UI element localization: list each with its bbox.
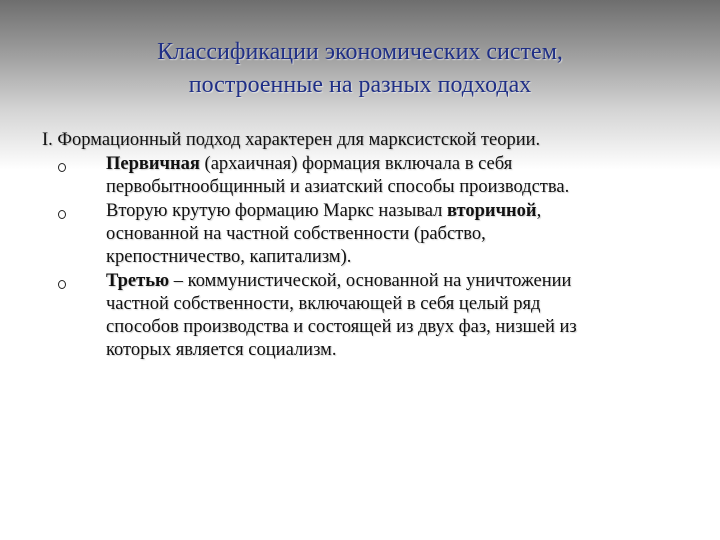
item-text: способов производства и состоящей из двух фаз, низшей из (106, 317, 577, 337)
item-text: Вторую крутую формацию Маркс называл (106, 201, 448, 221)
item-text: (архаичная) формация включала в себя (199, 154, 513, 174)
intro-text: I. Формационный подход характерен для марксистской теории. (42, 130, 541, 150)
list-item (42, 153, 682, 199)
item-text: – коммунистической, основанной на уничтожении (169, 271, 572, 291)
slide-body (42, 129, 682, 362)
item-text: первобытнообщинный и азиатский способы производства. (106, 177, 570, 197)
circle-bullet-icon (58, 280, 66, 289)
list-item (42, 270, 682, 362)
list-item (42, 200, 682, 269)
item-text: основанной на частной собственности (рабство, (106, 224, 486, 244)
slide-title-line-2: построенные на разных подходах (188, 72, 532, 98)
item-text: , (536, 201, 542, 221)
circle-bullet-icon (58, 163, 66, 172)
item-text: которых является социализм. (106, 340, 337, 360)
back-link[interactable]: Назад (594, 451, 630, 466)
slide-title (0, 36, 720, 102)
slide-title-line-1: Классификации экономических систем, (157, 39, 563, 65)
item-text: частной собственности, включающей в себя целый ряд (106, 294, 541, 314)
bullet-list (42, 153, 682, 362)
item-bold-term: Третью (106, 271, 170, 291)
item-bold-term: вторичной (447, 201, 537, 221)
item-bold-term: Первичная (106, 154, 200, 174)
circle-bullet-icon (58, 210, 66, 219)
item-text: крепостничество, капитализм). (106, 247, 352, 267)
